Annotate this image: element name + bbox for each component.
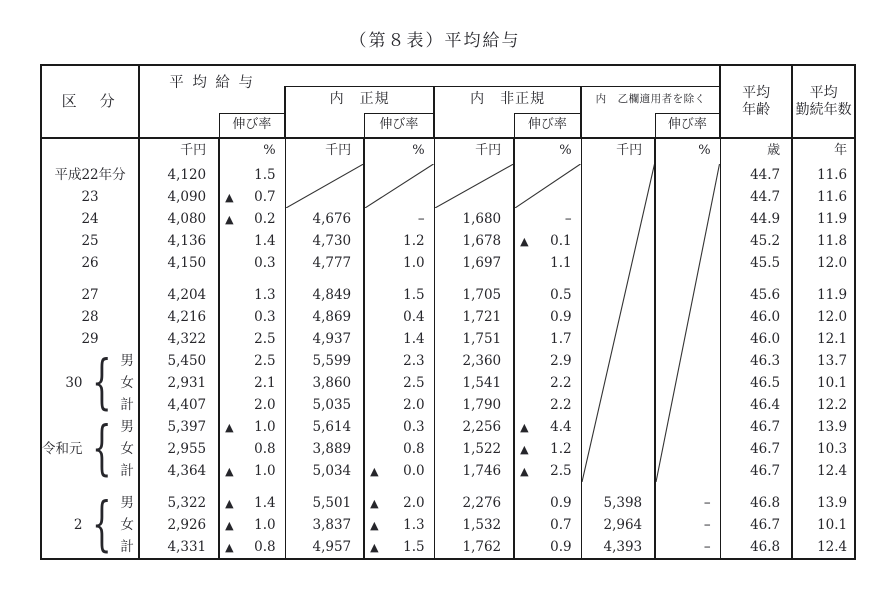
table-row (41, 164, 855, 186)
negative-triangle-icon: ▲ (520, 420, 529, 434)
unit-label: % (364, 138, 434, 164)
diagonal-line (365, 164, 434, 208)
growth-cell (514, 416, 581, 438)
unit-label: % (655, 138, 720, 164)
group-members (119, 416, 135, 482)
gap-row (41, 274, 855, 284)
value-cell: 2,931 (167, 374, 207, 391)
row-label (41, 482, 139, 492)
header-kubun: 区 分 (41, 65, 139, 138)
table-row (41, 306, 855, 328)
value-cell: 1,541 (434, 372, 514, 394)
value-cell: 4,407 (167, 396, 207, 413)
header-average-salary: 平 均 給 与 (169, 75, 256, 92)
value-cell: 46.3 (720, 350, 792, 372)
value-cell: 1,680 (434, 208, 514, 230)
group-brace: { (91, 490, 112, 559)
growth-cell (364, 460, 434, 482)
value-cell: 12.2 (792, 394, 855, 416)
group-members (119, 350, 135, 416)
value-cell: 4,676 (285, 208, 364, 230)
value-cell: 46.7 (720, 460, 792, 482)
value-cell: 4,957 (285, 537, 364, 559)
value-cell: 44.7 (720, 186, 792, 208)
value-cell: 1.0 (364, 252, 434, 274)
value-cell: 3,889 (285, 438, 364, 460)
value-cell (364, 482, 434, 492)
header-staircase-strip (285, 65, 720, 86)
group-member-label: 男 (120, 495, 134, 511)
growth-cell-content (365, 496, 434, 511)
unit-label: 歳 (720, 138, 792, 164)
value-cell: 46.7 (720, 416, 792, 438)
value-cell: 5,034 (285, 460, 364, 482)
value-cell: 1.5 (364, 284, 434, 306)
value-cell (581, 482, 655, 492)
value-cell: 0.3 (219, 252, 285, 274)
value-cell: 2.1 (219, 372, 285, 394)
row-label: 24 (41, 208, 139, 230)
value-cell: 1,746 (434, 460, 514, 482)
growth-value: 1.3 (403, 517, 425, 534)
value-cell: 13.7 (792, 350, 855, 372)
value-cell: 5,397 (167, 418, 207, 435)
value-cell: 1,697 (434, 252, 514, 274)
value-cell: 1.4 (364, 328, 434, 350)
value-cell: 45.5 (720, 252, 792, 274)
growth-cell-content (365, 518, 434, 533)
value-cell: 0.5 (514, 284, 581, 306)
value-cell: – (655, 537, 720, 559)
growth-value: 1.4 (254, 494, 276, 511)
growth-cell-content (220, 212, 285, 227)
growth-cell-content (220, 540, 285, 555)
growth-value: 0.0 (403, 462, 425, 479)
growth-value: 0.2 (254, 210, 276, 227)
negative-triangle-icon: ▲ (225, 190, 234, 204)
value-cell: 4,849 (285, 284, 364, 306)
growth-value: 4.4 (550, 418, 572, 435)
header-growth-rate-salary: 伸び率 (219, 113, 285, 138)
header-spacer (139, 113, 219, 138)
value-cell (434, 274, 514, 284)
era-label: 令和元 (42, 440, 83, 457)
value-cell: – (655, 514, 720, 536)
value-cell: 2.2 (514, 394, 581, 416)
value-cell: 4,730 (285, 230, 364, 252)
row-group-label-content (42, 350, 138, 416)
value-cell: 0.8 (364, 438, 434, 460)
header-growth-rate-otsuran: 伸び率 (655, 113, 720, 138)
value-cell: 1,678 (434, 230, 514, 252)
value-cell: 12.4 (792, 460, 855, 482)
negative-triangle-icon: ▲ (370, 518, 379, 532)
table-row (41, 514, 855, 536)
negative-triangle-icon: ▲ (225, 212, 234, 226)
value-cell: 1,705 (434, 284, 514, 306)
group-member-label: 女 (120, 517, 134, 533)
value-cell: 0.9 (514, 306, 581, 328)
growth-value: 2.5 (550, 462, 572, 479)
growth-cell (514, 230, 581, 252)
growth-value: 1.0 (254, 462, 276, 479)
table-row (41, 416, 855, 438)
value-cell: 46.7 (720, 514, 792, 536)
growth-cell (364, 514, 434, 536)
row-group-label (41, 416, 139, 482)
growth-cell-content (220, 420, 285, 435)
row-label (41, 274, 139, 284)
growth-cell (364, 492, 434, 514)
value-cell (434, 482, 514, 492)
value-cell: 5,501 (285, 492, 364, 514)
growth-cell-content (515, 420, 581, 435)
growth-cell (364, 537, 434, 559)
value-cell: 2.0 (219, 394, 285, 416)
negative-triangle-icon: ▲ (225, 518, 234, 532)
value-cell: 2,276 (434, 492, 514, 514)
value-cell: 0.9 (514, 537, 581, 559)
value-cell (655, 482, 720, 492)
value-cell: 0.4 (364, 306, 434, 328)
value-cell: 4,136 (167, 232, 207, 249)
era-label: 30 (65, 374, 83, 391)
header-regular: 内 正規 (285, 86, 434, 113)
group-member-label: 男 (120, 353, 134, 369)
value-cell (219, 482, 285, 492)
diagonal-slash-cell (514, 164, 581, 208)
header-average-service-years: 平均 勤続年数 (792, 65, 855, 138)
growth-cell-content (515, 464, 581, 479)
diagonal-line (582, 164, 655, 482)
table-row (41, 492, 855, 514)
unit-label: 千円 (581, 138, 655, 164)
diagonal-line (435, 164, 514, 208)
value-cell (792, 482, 855, 492)
value-cell: 10.1 (792, 514, 855, 536)
row-label: 27 (41, 284, 139, 306)
value-cell: 13.9 (792, 492, 855, 514)
value-cell: 2,256 (434, 416, 514, 438)
value-cell: 1.7 (514, 328, 581, 350)
value-cell: 5,614 (285, 416, 364, 438)
table-row (41, 537, 855, 559)
value-cell: 4,216 (167, 308, 207, 325)
value-cell: 4,364 (167, 462, 207, 479)
value-cell (792, 274, 855, 284)
unit-label: 千円 (285, 138, 364, 164)
value-cell (139, 274, 219, 284)
unit-label: 千円 (434, 138, 514, 164)
growth-cell-content (220, 190, 285, 205)
value-cell: – (364, 208, 434, 230)
unit-label: % (219, 138, 285, 164)
growth-cell (219, 460, 285, 482)
value-cell: 4,080 (167, 210, 207, 227)
growth-cell (514, 438, 581, 460)
table-body (41, 138, 855, 559)
value-cell: 1,790 (434, 394, 514, 416)
value-cell: 1.3 (219, 284, 285, 306)
negative-triangle-icon: ▲ (225, 420, 234, 434)
value-cell: 5,450 (167, 352, 207, 369)
table-row (41, 252, 855, 274)
value-cell (514, 482, 581, 492)
value-cell: 4,331 (167, 538, 207, 555)
value-cell: 4,204 (167, 286, 207, 303)
value-cell: 2.5 (219, 350, 285, 372)
value-cell: 2.5 (364, 372, 434, 394)
group-member-label: 男 (120, 419, 134, 435)
growth-cell (219, 537, 285, 559)
row-label: 平成22年分 (41, 164, 139, 186)
header-spacer (285, 113, 364, 138)
value-cell: 11.9 (792, 208, 855, 230)
group-brace: { (91, 348, 112, 417)
value-cell: 1,751 (434, 328, 514, 350)
growth-cell (219, 186, 285, 208)
value-cell (720, 482, 792, 492)
value-cell: 44.9 (720, 208, 792, 230)
value-cell: 1,532 (434, 514, 514, 536)
value-cell: 2,955 (167, 440, 207, 457)
value-cell: 45.2 (720, 230, 792, 252)
growth-value: 1.2 (550, 440, 572, 457)
table-row (41, 438, 855, 460)
negative-triangle-icon: ▲ (370, 540, 379, 554)
value-cell: 13.9 (792, 416, 855, 438)
growth-value: 2.0 (403, 494, 425, 511)
value-cell: 1,721 (434, 306, 514, 328)
value-cell: 1,762 (434, 537, 514, 559)
group-members (119, 492, 135, 558)
units-row (41, 138, 855, 164)
value-cell: 3,860 (285, 372, 364, 394)
value-cell: 2,964 (581, 514, 655, 536)
diagonal-slash-cell (285, 164, 364, 208)
table-header (41, 65, 855, 138)
value-cell: 12.0 (792, 306, 855, 328)
header-average-age: 平均 年齢 (720, 65, 792, 138)
group-brace: { (91, 414, 112, 483)
row-group-label (41, 350, 139, 416)
header-nonregular: 内 非正規 (434, 86, 581, 113)
value-cell: 4,869 (285, 306, 364, 328)
value-cell: 5,322 (167, 494, 207, 511)
row-label: 25 (41, 230, 139, 252)
growth-cell (219, 208, 285, 230)
value-cell: – (655, 492, 720, 514)
value-cell: 4,150 (167, 254, 207, 271)
table-row (41, 372, 855, 394)
value-cell: 0.3 (364, 416, 434, 438)
growth-value: 1.0 (254, 517, 276, 534)
value-cell: 46.7 (720, 438, 792, 460)
diagonal-line (656, 164, 720, 482)
value-cell: 5,398 (581, 492, 655, 514)
negative-triangle-icon: ▲ (370, 464, 379, 478)
growth-cell-content (365, 540, 434, 555)
value-cell: 2.2 (514, 372, 581, 394)
group-member-label: 計 (120, 397, 134, 413)
value-cell: 2,926 (167, 517, 207, 534)
value-cell: 11.6 (792, 164, 855, 186)
table-row (41, 208, 855, 230)
diagonal-slash-cell (364, 164, 434, 208)
row-group-label (41, 492, 139, 559)
value-cell (364, 274, 434, 284)
value-cell: 1.1 (514, 252, 581, 274)
negative-triangle-icon: ▲ (370, 496, 379, 510)
value-cell: 2.5 (219, 328, 285, 350)
growth-cell (219, 416, 285, 438)
gap-row (41, 482, 855, 492)
value-cell: 2.3 (364, 350, 434, 372)
table-row (41, 284, 855, 306)
value-cell: 44.7 (720, 164, 792, 186)
value-cell: 10.1 (792, 372, 855, 394)
value-cell: 2.0 (364, 394, 434, 416)
unit-label: 千円 (139, 138, 219, 164)
value-cell: 5,599 (285, 350, 364, 372)
growth-value: 1.0 (254, 418, 276, 435)
growth-cell-content (365, 464, 434, 479)
value-cell (139, 482, 219, 492)
group-member-label: 計 (120, 463, 134, 479)
value-cell: 46.5 (720, 372, 792, 394)
group-member-label: 女 (120, 375, 134, 391)
value-cell: 46.4 (720, 394, 792, 416)
value-cell (514, 274, 581, 284)
value-cell: 1.2 (364, 230, 434, 252)
group-member-label: 女 (120, 441, 134, 457)
value-cell: 2,360 (434, 350, 514, 372)
negative-triangle-icon: ▲ (520, 464, 529, 478)
header-growth-rate-regular: 伸び率 (364, 113, 434, 138)
value-cell: 2.9 (514, 350, 581, 372)
table-row (41, 394, 855, 416)
growth-cell-content (515, 442, 581, 457)
value-cell: 0.7 (514, 514, 581, 536)
row-label: 26 (41, 252, 139, 274)
value-cell (285, 482, 364, 492)
value-cell: 1.4 (219, 230, 285, 252)
diagonal-slash-cell (655, 164, 720, 482)
header-spacer (581, 113, 655, 138)
row-label: 28 (41, 306, 139, 328)
value-cell: 46.8 (720, 537, 792, 559)
value-cell: 11.9 (792, 284, 855, 306)
table-row (41, 350, 855, 372)
value-cell: 46.8 (720, 492, 792, 514)
header-spacer (434, 113, 514, 138)
diagonal-slash-cell (581, 164, 655, 482)
negative-triangle-icon: ▲ (225, 540, 234, 554)
diagonal-slash-cell (434, 164, 514, 208)
average-salary-table (40, 64, 856, 560)
growth-value: 0.8 (254, 538, 276, 555)
value-cell: 3,837 (285, 514, 364, 536)
row-label: 29 (41, 328, 139, 350)
negative-triangle-icon: ▲ (225, 464, 234, 478)
value-cell: 46.0 (720, 328, 792, 350)
row-label: 23 (41, 186, 139, 208)
diagonal-line (286, 164, 364, 208)
value-cell: 11.8 (792, 230, 855, 252)
value-cell (285, 274, 364, 284)
negative-triangle-icon: ▲ (520, 234, 529, 248)
row-group-label-content (42, 492, 138, 558)
value-cell: 1,522 (434, 438, 514, 460)
value-cell: 46.0 (720, 306, 792, 328)
growth-value: 0.1 (550, 232, 572, 249)
header-excluding-otsuran: 内 乙欄適用者を除く (581, 86, 720, 113)
value-cell: 5,035 (285, 394, 364, 416)
era-label: 2 (73, 516, 83, 533)
units-kubun-cell (41, 138, 139, 164)
value-cell: 11.6 (792, 186, 855, 208)
value-cell: 4,322 (167, 330, 207, 347)
value-cell: 12.0 (792, 252, 855, 274)
growth-cell-content (220, 464, 285, 479)
value-cell: 0.8 (219, 438, 285, 460)
value-cell: 4,120 (167, 166, 207, 183)
diagonal-line (515, 164, 581, 208)
value-cell (219, 274, 285, 284)
unit-label: % (514, 138, 581, 164)
growth-cell-content (220, 518, 285, 533)
value-cell: 4,937 (285, 328, 364, 350)
value-cell: 12.1 (792, 328, 855, 350)
value-cell: – (514, 208, 581, 230)
growth-cell (219, 492, 285, 514)
growth-cell-content (220, 496, 285, 511)
negative-triangle-icon: ▲ (520, 442, 529, 456)
value-cell: 4,090 (167, 188, 207, 205)
unit-label: 年 (792, 138, 855, 164)
row-group-label-content (42, 416, 138, 482)
growth-cell (219, 514, 285, 536)
value-cell: 1.5 (219, 164, 285, 186)
growth-cell (514, 460, 581, 482)
value-cell: 0.3 (219, 306, 285, 328)
value-cell: 12.4 (792, 537, 855, 559)
table-row (41, 460, 855, 482)
header-growth-rate-nonregular: 伸び率 (514, 113, 581, 138)
growth-cell-content (515, 234, 581, 249)
value-cell: 4,393 (581, 537, 655, 559)
value-cell: 0.9 (514, 492, 581, 514)
table-title: （第８表）平均給与 (349, 31, 521, 51)
growth-value: 0.7 (254, 188, 276, 205)
group-member-label: 計 (120, 539, 134, 555)
table-row (41, 328, 855, 350)
value-cell (720, 274, 792, 284)
value-cell: 45.6 (720, 284, 792, 306)
value-cell: 10.3 (792, 438, 855, 460)
table-row (41, 230, 855, 252)
growth-value: 1.5 (403, 538, 425, 555)
value-cell: 4,777 (285, 252, 364, 274)
negative-triangle-icon: ▲ (225, 496, 234, 510)
